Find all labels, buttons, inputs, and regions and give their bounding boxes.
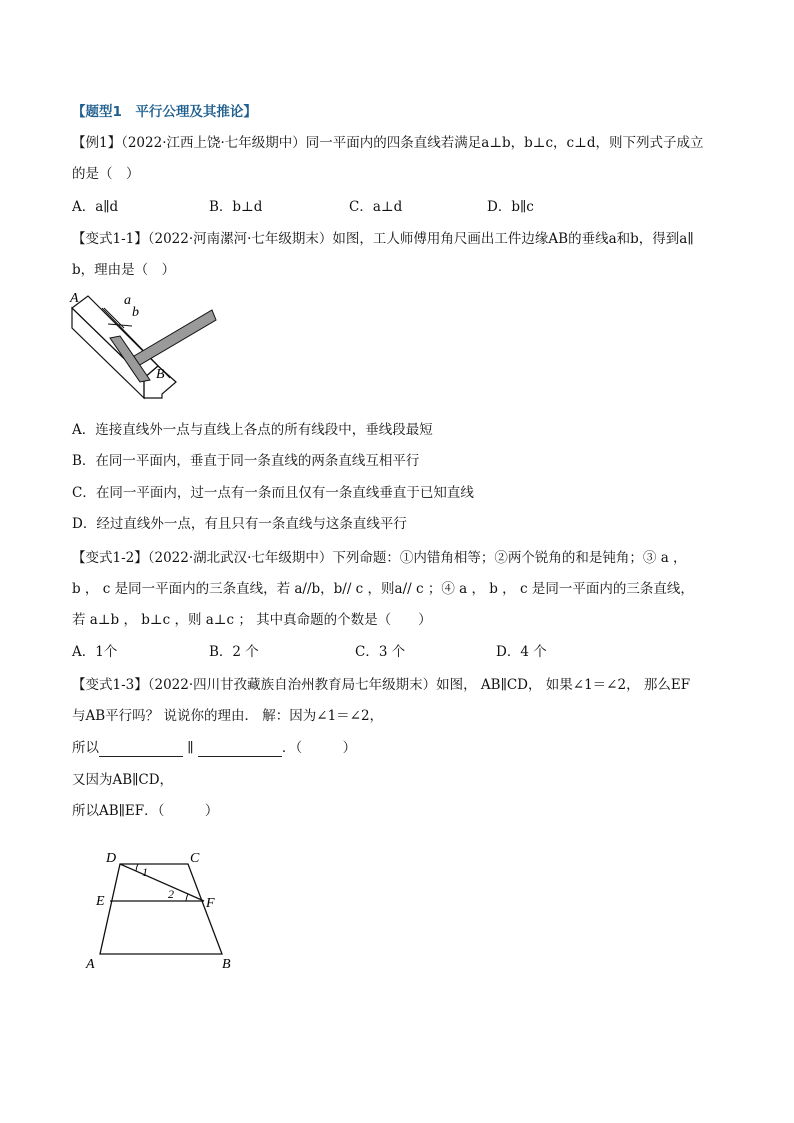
variation-1-3-proof-line-3: 所以AB∥EF．（ ） [72,803,219,819]
variation-1-3-question-line-1: 【变式1-3】（2022·四川甘孜藏族自治州教育局七年级期末）如图， AB∥CD， 如果∠1＝∠2， 那么EF [72,677,691,693]
variation-1-2-option-d: D．4 个 [496,644,547,660]
variation-1-2-question-line-2: b ， c 是同一平面内的三条直线，若 a//b，b// c ，则a// c ；④ a ， b ， c 是同一平面内的三条直线， [72,581,694,597]
example-1-option-c: C．a⊥d [349,199,403,215]
variation-1-1-option-d: D．经过直线外一点，有且只有一条直线与这条直线平行 [72,516,407,532]
label-E: E [96,894,105,909]
section-heading: 【题型1 平行公理及其推论】 [72,104,257,120]
example-1-option-d: D．b∥c [487,199,534,215]
parallel-symbol: ∥ [187,740,194,756]
label-angle-2: 2 [168,887,174,901]
variation-1-2-option-a: A．1个 [72,644,118,660]
block-front-face [72,308,144,398]
angle-1-arc [136,864,138,871]
segment-df [120,864,204,901]
answer-blank-1[interactable] [99,742,183,757]
trapezoid-figure [80,846,250,976]
example-1-option-b: B．b⊥d [209,199,263,215]
trapezoid-abcd [100,864,222,954]
label-a: a [124,293,131,308]
variation-1-3-proof-line-2: 又因为AB∥CD， [72,772,174,788]
label-B2: B [222,957,231,972]
answer-blank-2[interactable] [198,742,282,757]
label-b: b [132,305,139,320]
set-square-figure [66,286,226,410]
label-B: B [156,367,165,382]
label-D: D [106,851,117,866]
angle-2-arc [186,894,188,901]
variation-1-3-question-line-2: 与AB平行吗？ 说说你的理由． 解：因为∠1＝∠2， [72,708,384,724]
set-square-long-arm [134,310,216,366]
variation-1-1-option-a: A．连接直线外一点与直线上各点的所有线段中，垂线段最短 [72,422,433,438]
variation-1-2-option-c: C．3 个 [355,644,406,660]
proof-prefix: 所以 [72,740,99,756]
variation-1-2-option-b: B．2 个 [209,644,259,660]
label-C: C [190,851,200,866]
example-1-question-line-2: 的是（ ） [72,166,140,182]
proof-suffix: ．（ ） [281,740,357,756]
variation-1-2-question-line-3: 若 a⊥b ， b⊥c ，则 a⊥c ； 其中真命题的个数是（ ） [72,612,432,628]
variation-1-1-question-line-2: b，理由是（ ） [72,262,176,278]
example-1-option-a: A．a∥d [72,199,119,215]
label-angle-1: 1 [142,865,148,879]
label-F: F [206,896,215,911]
variation-1-3-proof-line-1 [72,739,356,757]
variation-1-1-option-c: C．在同一平面内，过一点有一条而且仅有一条直线垂直于已知直线 [72,485,474,501]
variation-1-2-question-line-1: 【变式1-2】（2022·湖北武汉·七年级期中）下列命题：①内错角相等；②两个锐角的和是钝角；③ a ， [72,550,687,566]
label-A: A [70,291,79,306]
example-1-question-line-1: 【例1】（2022·江西上饶·七年级期中）同一平面内的四条直线若满足a⊥b，b⊥c，c⊥d，则下列式子成立 [72,135,704,151]
label-A2: A [86,957,95,972]
variation-1-1-option-b: B．在同一平面内，垂直于同一条直线的两条直线互相平行 [72,453,420,469]
variation-1-1-question-line-1: 【变式1-1】（2022·河南漯河·七年级期末）如图，工人师傅用角尺画出工件边缘AB的垂线a和b，得到a∥ [72,231,694,247]
